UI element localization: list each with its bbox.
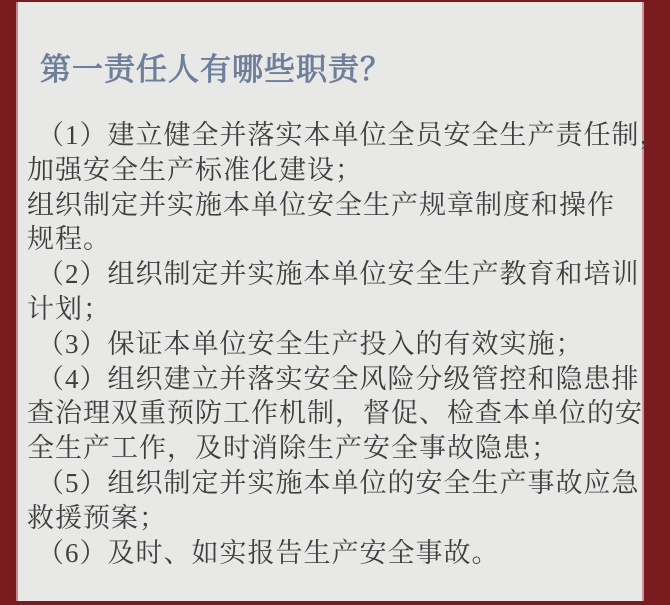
body-line-9: 查治理双重预防工作机制，督促、检查本单位的安 [27,398,643,429]
body-line-6: 计划； [27,293,111,324]
body-line-12: 救援预案； [27,502,167,533]
body-line-1: （1）建立健全并落实本单位全员安全生产责任制， [37,120,668,150]
body-line-5: （2）组织制定并实施本单位安全生产教育和培训 [37,259,640,290]
body-line-7: （3）保证本单位安全生产投入的有效实施； [37,328,584,359]
body-line-8: （4）组织建立并落实安全风险分级管控和隐患排 [37,363,640,394]
body-text [27,118,668,570]
body-line-3: 组织制定并实施本单位安全生产规章制度和操作 [27,189,615,220]
body-line-2: 加强安全生产标准化建设； [27,154,363,185]
document-page [16,2,668,601]
body-line-11: （5）组织制定并实施本单位的安全生产事故应急 [37,467,640,498]
body-line-13: （6）及时、如实报告生产安全事故。 [37,537,500,568]
body-line-10: 全生产工作，及时消除生产安全事故隐患； [27,433,559,464]
body-line-4: 规程。 [27,224,111,255]
page-title: 第一责任人有哪些职责？ [40,52,392,87]
